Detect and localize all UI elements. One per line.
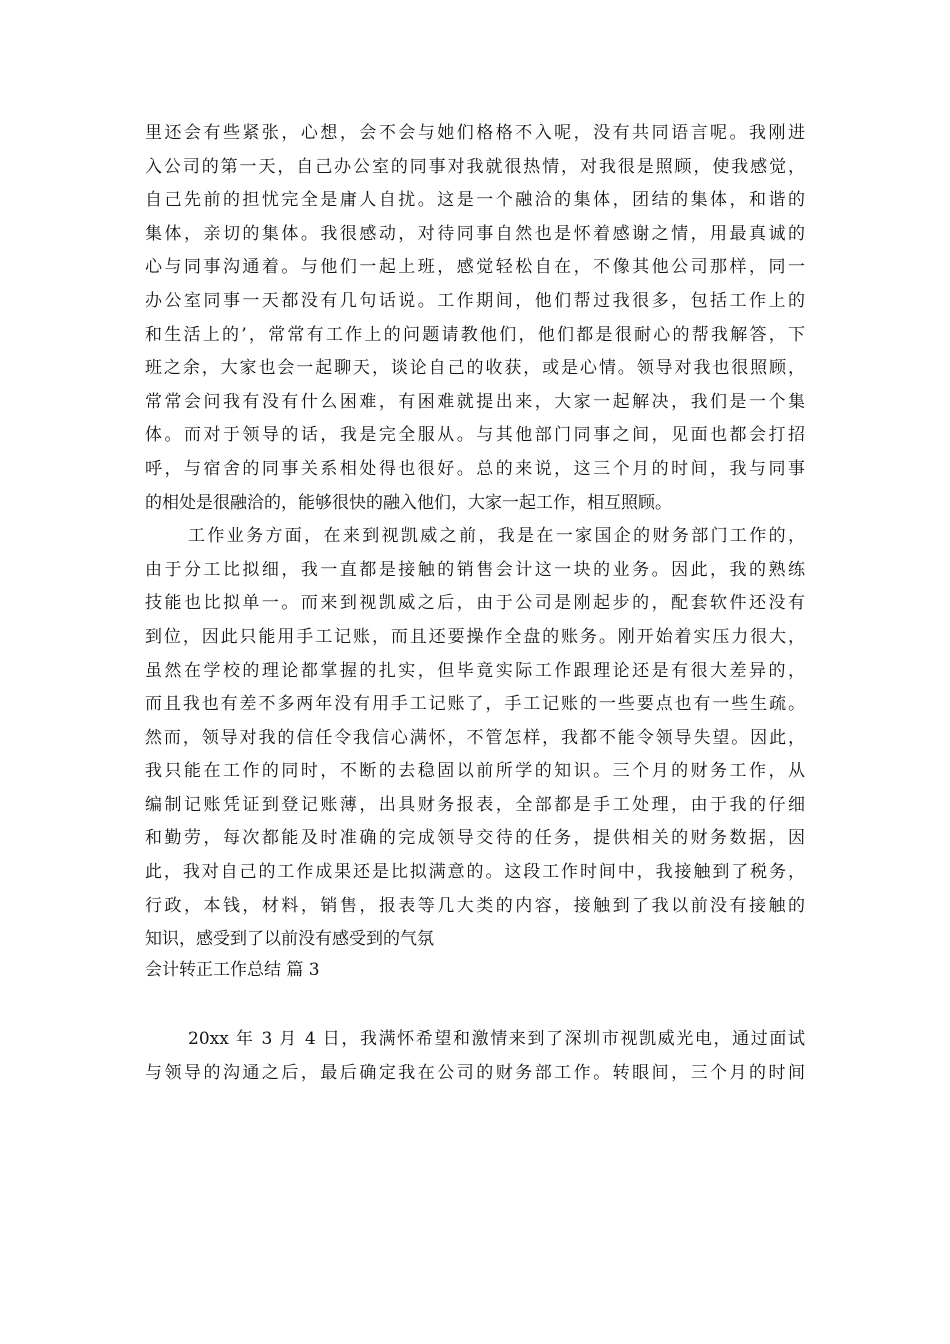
text-line: 自己先前的担忧完全是庸人自扰。这是一个融洽的集体，团结的集体，和谐的 — [145, 190, 805, 211]
text-line: 此，我对自己的工作成果还是比拟满意的。这段工作时间中，我接触到了税务， — [145, 862, 805, 883]
paragraph-intro — [145, 1022, 805, 1090]
text-line: 班之余，大家也会一起聊天，谈论自己的收获，或是心情。领导对我也很照顾， — [145, 358, 805, 379]
text-line: 常常会问我有没有什么困难，有困难就提出来，大家一起解决，我们是一个集 — [145, 391, 805, 412]
text-line: 集体，亲切的集体。我很感动，对待同事自然也是怀着感谢之情，用最真诚的 — [145, 223, 805, 244]
text-line: 行政，本钱，材料，销售，报表等几大类的内容，接触到了我以前没有接触的 — [145, 895, 805, 916]
text-line: 我只能在工作的同时，不断的去稳固以前所学的知识。三个月的财务工作，从 — [145, 761, 805, 782]
section-heading: 会计转正工作总结 篇 3 — [145, 959, 320, 980]
text-line: 到位，因此只能用手工记账，而且还要操作全盘的账务。刚开始着实压力很大， — [145, 626, 805, 647]
text-line: 知识，感受到了以前没有感受到的气氛 — [145, 929, 434, 950]
text-line: 编制记账凭证到登记账薄，出具财务报表，全部都是手工处理，由于我的仔细 — [145, 794, 805, 815]
text-line: 而且我也有差不多两年没有用手工记账了，手工记账的一些要点也有一些生疏。 — [145, 694, 805, 715]
text-line: 虽然在学校的理论都掌握的扎实，但毕竟实际工作跟理论还是有很大差异的， — [145, 660, 805, 681]
text-line: 体。而对于领导的话，我是完全服从。与其他部门同事之间，见面也都会打招 — [145, 425, 805, 446]
section-spacer — [145, 987, 805, 1022]
text-line: 和生活上的’，常常有工作上的问题请教他们，他们都是很耐心的帮我解答，下 — [145, 324, 805, 345]
text-line: 和勤劳，每次都能及时准确的完成领导交待的任务，提供相关的财务数据，因 — [145, 828, 805, 849]
text-line: 技能也比拟单一。而来到视凯威之后，由于公司是刚起步的，配套软件还没有 — [145, 593, 805, 614]
text-line: 工作业务方面，在来到视凯威之前，我是在一家国企的财务部门工作的， — [188, 526, 805, 547]
text-line: 由于分工比拟细，我一直都是接触的销售会计这一块的业务。因此，我的熟练 — [145, 559, 805, 580]
text-line: 里还会有些紧张，心想，会不会与她们格格不入呢，没有共同语言呢。我刚进 — [145, 123, 805, 143]
paragraph-colleagues — [145, 117, 805, 520]
text-line: 办公室同事一天都没有几句话说。工作期间，他们帮过我很多，包括工作上的 — [145, 290, 805, 311]
text-line: 呼，与宿舍的同事关系相处得也很好。总的来说，这三个月的时间，我与同事 — [145, 458, 805, 479]
text-line: 与领导的沟通之后，最后确定我在公司的财务部工作。转眼间，三个月的时间 — [145, 1063, 805, 1084]
paragraph-work — [145, 520, 805, 957]
text-line: 然而，领导对我的信任令我信心满怀，不管怎样，我都不能令领导失望。因此， — [145, 727, 805, 748]
text-line: 的相处是很融洽的，能够很快的融入他们，大家一起工作，相互照顾。 — [145, 492, 672, 513]
text-line: 20xx 年 3 月 4 日，我满怀希望和激情来到了深圳市视凯威光电，通过面试 — [188, 1029, 805, 1050]
document-body — [145, 117, 805, 1090]
text-line: 心与同事沟通着。与他们一起上班，感觉轻松自在，不像其他公司那样，同一 — [145, 257, 805, 278]
text-line: 入公司的第一天，自己办公室的同事对我就很热情，对我很是照顾，使我感觉， — [145, 156, 805, 177]
